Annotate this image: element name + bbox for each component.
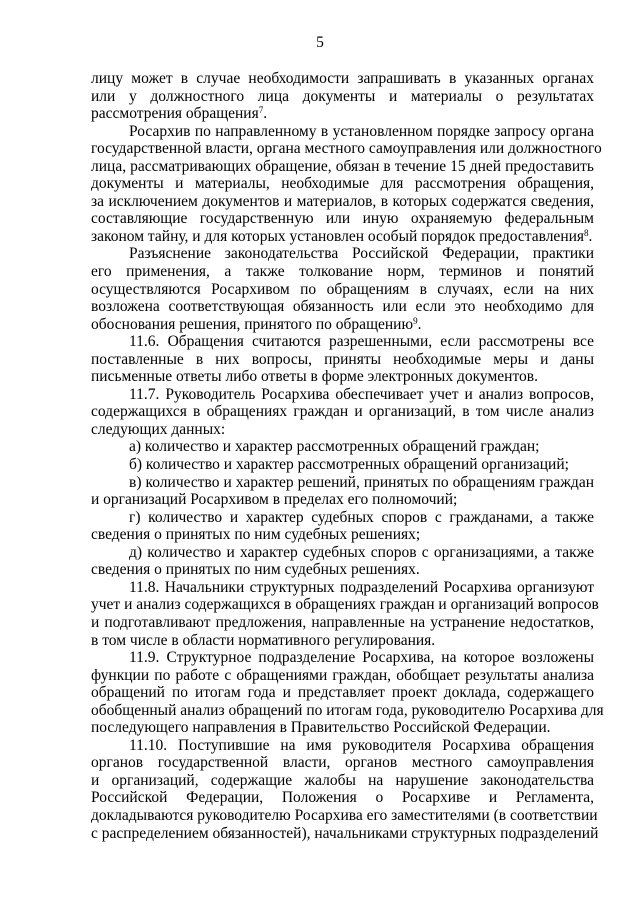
text-line: письменные ответы либо ответы в форме электронных документов. — [91, 368, 538, 386]
text-line: документы и материалы, необходимые для рассмотрения обращения, — [91, 175, 594, 193]
paragraph-p6 — [91, 438, 594, 456]
paragraph-p5 — [91, 386, 594, 439]
text-line: обобщенный анализ обращений по итогам года, руководителю Росархива для — [91, 701, 604, 719]
text-line: составляющие государственную или иную охраняемую федеральным — [91, 210, 594, 228]
text-line: поставленные в них вопросы, приняты необходимые меры и даны — [91, 350, 594, 368]
text-line: его применения, а также толкование норм, терминов и понятий — [91, 263, 594, 281]
text-line: содержащихся в обращениях граждан и организаций, в том числе анализ — [91, 403, 594, 421]
text-line: за исключением документов и материалов, в которых содержатся сведения, — [91, 192, 594, 210]
text-line: лица, рассматривающих обращение, обязан в течение 15 дней предоставить — [91, 157, 594, 175]
text-line: 11.9. Структурное подразделение Росархива, на которое возложены — [129, 649, 594, 667]
text-line: Российской Федерации, Положения о Росархиве и Регламента, — [91, 789, 594, 807]
text-line: 11.10. Поступившие на имя руководителя Росархива обращения — [129, 736, 594, 754]
paragraph-p12 — [91, 649, 604, 737]
text-line: с распределением обязанностей), начальниками структурных подразделений — [91, 824, 599, 842]
paragraph-p9 — [91, 509, 594, 544]
text-line: или у должностного лица документы и материалы о результатах — [91, 87, 594, 105]
text-line: и организаций, содержащие жалобы на нарушение законодательства — [91, 771, 594, 789]
paragraph-p11 — [91, 578, 599, 649]
paragraph-p8 — [91, 474, 594, 509]
text-line: а) количество и характер рассмотренных обращений граждан; — [129, 438, 540, 456]
text-line: учет и анализ содержащихся в обращениях граждан и организаций вопросов — [91, 596, 599, 614]
text-line: в том числе в области нормативного регулирования. — [91, 631, 436, 649]
footnote-ref[interactable]: 8 — [584, 227, 589, 238]
paragraph-p4 — [91, 333, 594, 386]
text-line: б) количество и характер рассмотренных обращений организаций; — [129, 456, 569, 474]
text-line: сведения о принятых по ним судебных решениях. — [91, 561, 420, 579]
text-line: в) количество и характер решений, принятых по обращениям граждан — [129, 473, 594, 491]
text-line: 11.7. Руководитель Росархива обеспечивает учет и анализ вопросов, — [129, 385, 594, 403]
paragraph-p7 — [91, 456, 594, 474]
text-line: законом тайну, и для которых установлен особый порядок предоставления$^8$. — [91, 227, 593, 245]
text-line: функции по работе с обращениями граждан, обобщает результаты анализа — [91, 666, 594, 684]
text-line: обоснования решения, принятого по обращению$^9$. — [91, 315, 422, 333]
text-line: Росархив по направленному в установленном порядке запросу органа — [129, 122, 594, 140]
document-body — [91, 70, 604, 842]
text-line: сведения о принятых по ним судебных решениях; — [91, 526, 421, 544]
text-line: г) количество и характер судебных споров с гражданами, а также — [129, 508, 594, 526]
text-line: лицу может в случае необходимости запрашивать в указанных органах — [91, 70, 594, 87]
text-line: обращений по итогам года и представляет проект доклада, содержащего — [91, 684, 594, 702]
text-line: Разъяснение законодательства Российской Федерации, практики — [129, 245, 594, 263]
page-number: 5 — [316, 34, 324, 51]
text-line: осуществляются Росархивом по обращениям в случаях, если на них — [91, 280, 594, 298]
text-line: рассмотрения обращения$^7$. — [91, 105, 268, 123]
text-line: органов государственной власти, органов местного самоуправления — [91, 754, 594, 772]
text-line: последующего направления в Правительство Российской Федерации. — [91, 719, 551, 737]
paragraph-p10 — [91, 544, 594, 579]
text-line: 11.6. Обращения считаются разрешенными, если рассмотрены все — [129, 333, 594, 351]
footnote-ref[interactable]: 7 — [258, 105, 264, 116]
text-line: государственной власти, органа местного самоуправления или должностного — [91, 140, 602, 158]
text-line: возложена соответствующая обязанность или если это необходимо для — [91, 298, 594, 316]
text-line: и организаций Росархивом в пределах его полномочий; — [91, 491, 458, 509]
text-line: докладываются руководителю Росархива его заместителями (в соответствии — [91, 806, 598, 824]
paragraph-p1 — [91, 70, 594, 123]
text-line: и подготавливают предложения, направленные на устранение недостатков, — [91, 613, 594, 631]
text-line: д) количество и характер судебных споров с организациями, а также — [129, 543, 594, 561]
text-line: следующих данных: — [91, 420, 226, 438]
paragraph-p13 — [91, 736, 599, 842]
paragraph-p3 — [91, 245, 594, 333]
paragraph-p2 — [91, 122, 602, 246]
text-line: 11.8. Начальники структурных подразделений Росархива организуют — [129, 578, 594, 596]
footnote-ref[interactable]: 9 — [413, 315, 418, 326]
